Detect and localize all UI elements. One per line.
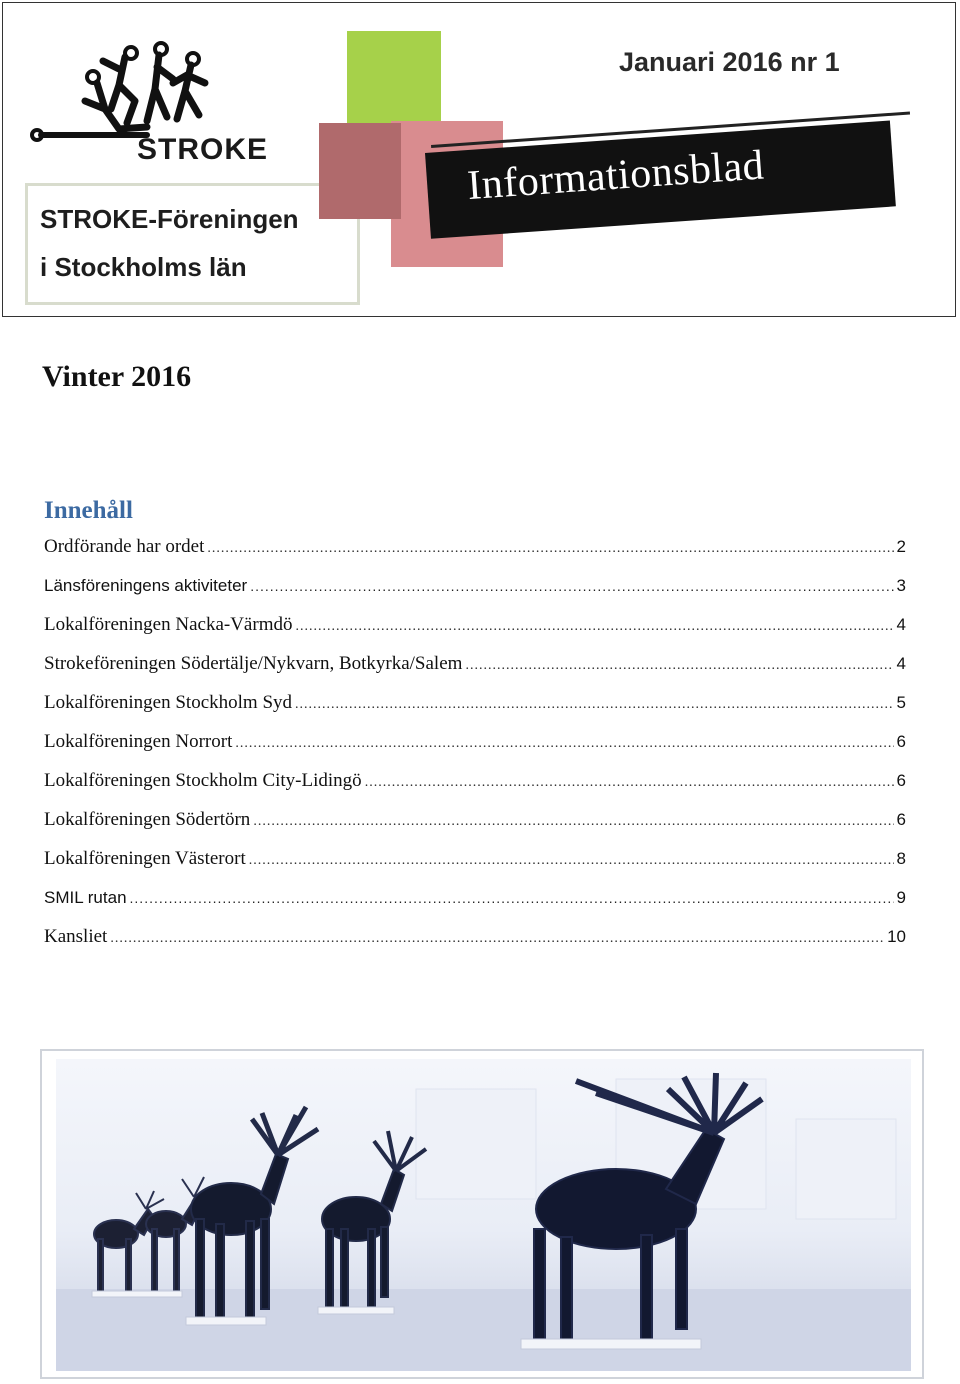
toc-entry-title: Lokalföreningen Stockholm Syd xyxy=(44,692,293,713)
toc-leader xyxy=(295,688,894,722)
toc-leader xyxy=(253,805,893,839)
toc-leader xyxy=(130,881,894,915)
toc-entry-title: Lokalföreningen Nacka-Värmdö xyxy=(44,614,293,635)
toc-entry[interactable] xyxy=(44,920,906,959)
decorative-green-square xyxy=(347,31,441,131)
toc-entry-page: 5 xyxy=(896,693,906,712)
toc-entry[interactable] xyxy=(44,686,906,725)
toc-leader xyxy=(110,922,884,956)
toc-leader xyxy=(295,610,893,644)
toc-entry[interactable] xyxy=(44,608,906,647)
toc-entry-title: Lokalföreningen Norrort xyxy=(44,731,233,752)
toc-entry-title: Lokalföreningen Södertörn xyxy=(44,809,251,830)
toc-leader xyxy=(249,844,894,878)
season-title: Vinter 2016 xyxy=(42,360,192,393)
toc-entry-title: Lokalföreningen Stockholm City-Lidingö xyxy=(44,770,362,791)
organization-name-line1: STROKE-Föreningen xyxy=(40,204,299,234)
toc-leader xyxy=(465,649,893,683)
toc-entry-page: 2 xyxy=(896,537,906,556)
toc-heading: Innehåll xyxy=(44,497,133,524)
toc-entry[interactable] xyxy=(44,530,906,569)
toc-entry-page: 4 xyxy=(896,654,906,673)
organization-name-line2: i Stockholms län xyxy=(40,252,247,282)
toc-leader xyxy=(207,532,893,566)
toc-entry[interactable] xyxy=(44,764,906,803)
toc-entry-page: 6 xyxy=(896,771,906,790)
toc-leader xyxy=(250,569,893,603)
toc-entry[interactable] xyxy=(44,842,906,881)
toc-entry-page: 6 xyxy=(896,732,906,751)
toc-entry-title: Kansliet xyxy=(44,926,108,947)
banner-title: Informationsblad xyxy=(465,142,766,210)
toc-entry-page: 3 xyxy=(896,576,906,595)
masthead xyxy=(2,2,956,317)
moose-sculptures-icon xyxy=(56,1059,911,1371)
toc-leader xyxy=(235,727,893,761)
toc-entry-page: 10 xyxy=(887,927,906,946)
toc-entry-page: 6 xyxy=(896,810,906,829)
organization-name-box xyxy=(25,183,360,305)
cover-photo-frame xyxy=(40,1049,924,1379)
toc-entry-title: SMIL rutan xyxy=(44,888,127,907)
toc-entry-title: Länsföreningens aktiviteter xyxy=(44,576,248,595)
toc-entry-title: Lokalföreningen Västerort xyxy=(44,848,246,869)
toc-entry-title: Ordförande har ordet xyxy=(44,536,205,557)
table-of-contents xyxy=(44,530,906,959)
logo-wordmark: STROKE xyxy=(137,133,269,166)
toc-entry-page: 4 xyxy=(896,615,906,634)
toc-entry[interactable] xyxy=(44,881,906,920)
toc-entry-page: 8 xyxy=(896,849,906,868)
toc-entry-title: Strokeföreningen Södertälje/Nykvarn, Botkyrka/Salem xyxy=(44,653,463,674)
toc-leader xyxy=(365,766,894,800)
toc-entry[interactable] xyxy=(44,569,906,608)
toc-entry[interactable] xyxy=(44,725,906,764)
toc-entry-page: 9 xyxy=(896,888,906,907)
decorative-rose-square xyxy=(319,123,401,219)
toc-entry[interactable] xyxy=(44,647,906,686)
issue-label: Januari 2016 nr 1 xyxy=(619,47,840,77)
toc-entry[interactable] xyxy=(44,803,906,842)
